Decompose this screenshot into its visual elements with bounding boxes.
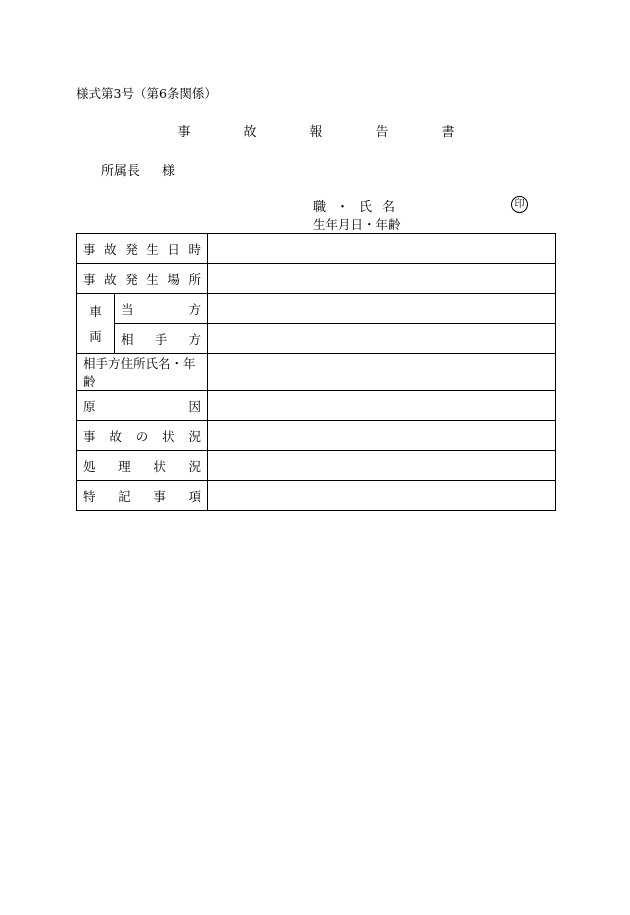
row-situation	[77, 421, 556, 451]
label-char: 項	[188, 488, 201, 504]
vehicle-label-top: 車	[89, 304, 102, 319]
addressee-honorific: 様	[162, 164, 176, 179]
label-char: 場	[167, 271, 180, 287]
seal-mark: 印	[511, 196, 528, 213]
value-other-party[interactable]	[208, 324, 556, 354]
label-place	[77, 264, 208, 294]
label-situation	[77, 421, 208, 451]
label-char: 生	[146, 241, 159, 257]
birth-age-label: 生年月日・年齢	[313, 217, 401, 232]
label-char: 方	[188, 331, 201, 347]
label-char: 発	[125, 241, 138, 257]
label-char: 所	[188, 271, 201, 287]
addressee	[101, 160, 175, 179]
label-char: 相	[121, 331, 134, 347]
label-char: 事	[83, 271, 96, 287]
label-char: 記	[118, 488, 131, 504]
label-char: 日	[167, 241, 180, 257]
row-datetime	[77, 234, 556, 264]
label-char: 原	[83, 398, 96, 414]
row-handling	[77, 451, 556, 481]
accident-report-table	[76, 233, 556, 511]
value-handling[interactable]	[208, 451, 556, 481]
label-char: 生	[146, 271, 159, 287]
label-char: 処	[83, 458, 96, 474]
value-other-address[interactable]	[208, 354, 556, 391]
value-situation[interactable]	[208, 421, 556, 451]
row-other-address	[77, 354, 556, 391]
value-datetime[interactable]	[208, 234, 556, 264]
value-own-party[interactable]	[208, 294, 556, 324]
label-char: 因	[188, 398, 201, 414]
label-other-address: 相手方住所氏名・年齢	[77, 354, 208, 391]
label-remarks	[77, 481, 208, 511]
label-handling	[77, 451, 208, 481]
label-char: 特	[83, 488, 96, 504]
row-other-party	[77, 324, 556, 354]
document-title: 事 故 報 告 書	[177, 125, 475, 140]
row-cause	[77, 391, 556, 421]
label-char: 手	[154, 331, 168, 347]
label-char: 事	[153, 488, 166, 504]
label-vehicle	[77, 294, 115, 354]
label-char: 故	[104, 241, 117, 257]
label-char: 況	[188, 458, 201, 474]
label-other-party	[115, 324, 208, 354]
label-char: 況	[188, 428, 201, 444]
label-datetime	[77, 234, 208, 264]
addressee-name: 所属長	[101, 164, 141, 179]
label-char: 故	[109, 428, 122, 444]
row-remarks	[77, 481, 556, 511]
label-cause	[77, 391, 208, 421]
label-char: 発	[125, 271, 138, 287]
vehicle-label-bottom: 両	[89, 329, 102, 344]
label-char: 事	[83, 428, 96, 444]
row-own-party	[77, 294, 556, 324]
label-char: 故	[104, 271, 117, 287]
label-char: 方	[188, 301, 201, 317]
label-char: 理	[118, 458, 131, 474]
label-char: の	[135, 428, 149, 444]
label-char: 状	[153, 458, 166, 474]
label-char: 時	[188, 241, 201, 257]
label-char: 状	[162, 428, 175, 444]
label-char: 事	[83, 241, 96, 257]
value-remarks[interactable]	[208, 481, 556, 511]
value-cause[interactable]	[208, 391, 556, 421]
name-label: 職・氏名	[313, 200, 406, 215]
label-char: 当	[121, 301, 134, 317]
row-place	[77, 264, 556, 294]
value-place[interactable]	[208, 264, 556, 294]
form-number-label: 様式第3号（第6条関係）	[76, 86, 217, 101]
label-own-party	[115, 294, 208, 324]
